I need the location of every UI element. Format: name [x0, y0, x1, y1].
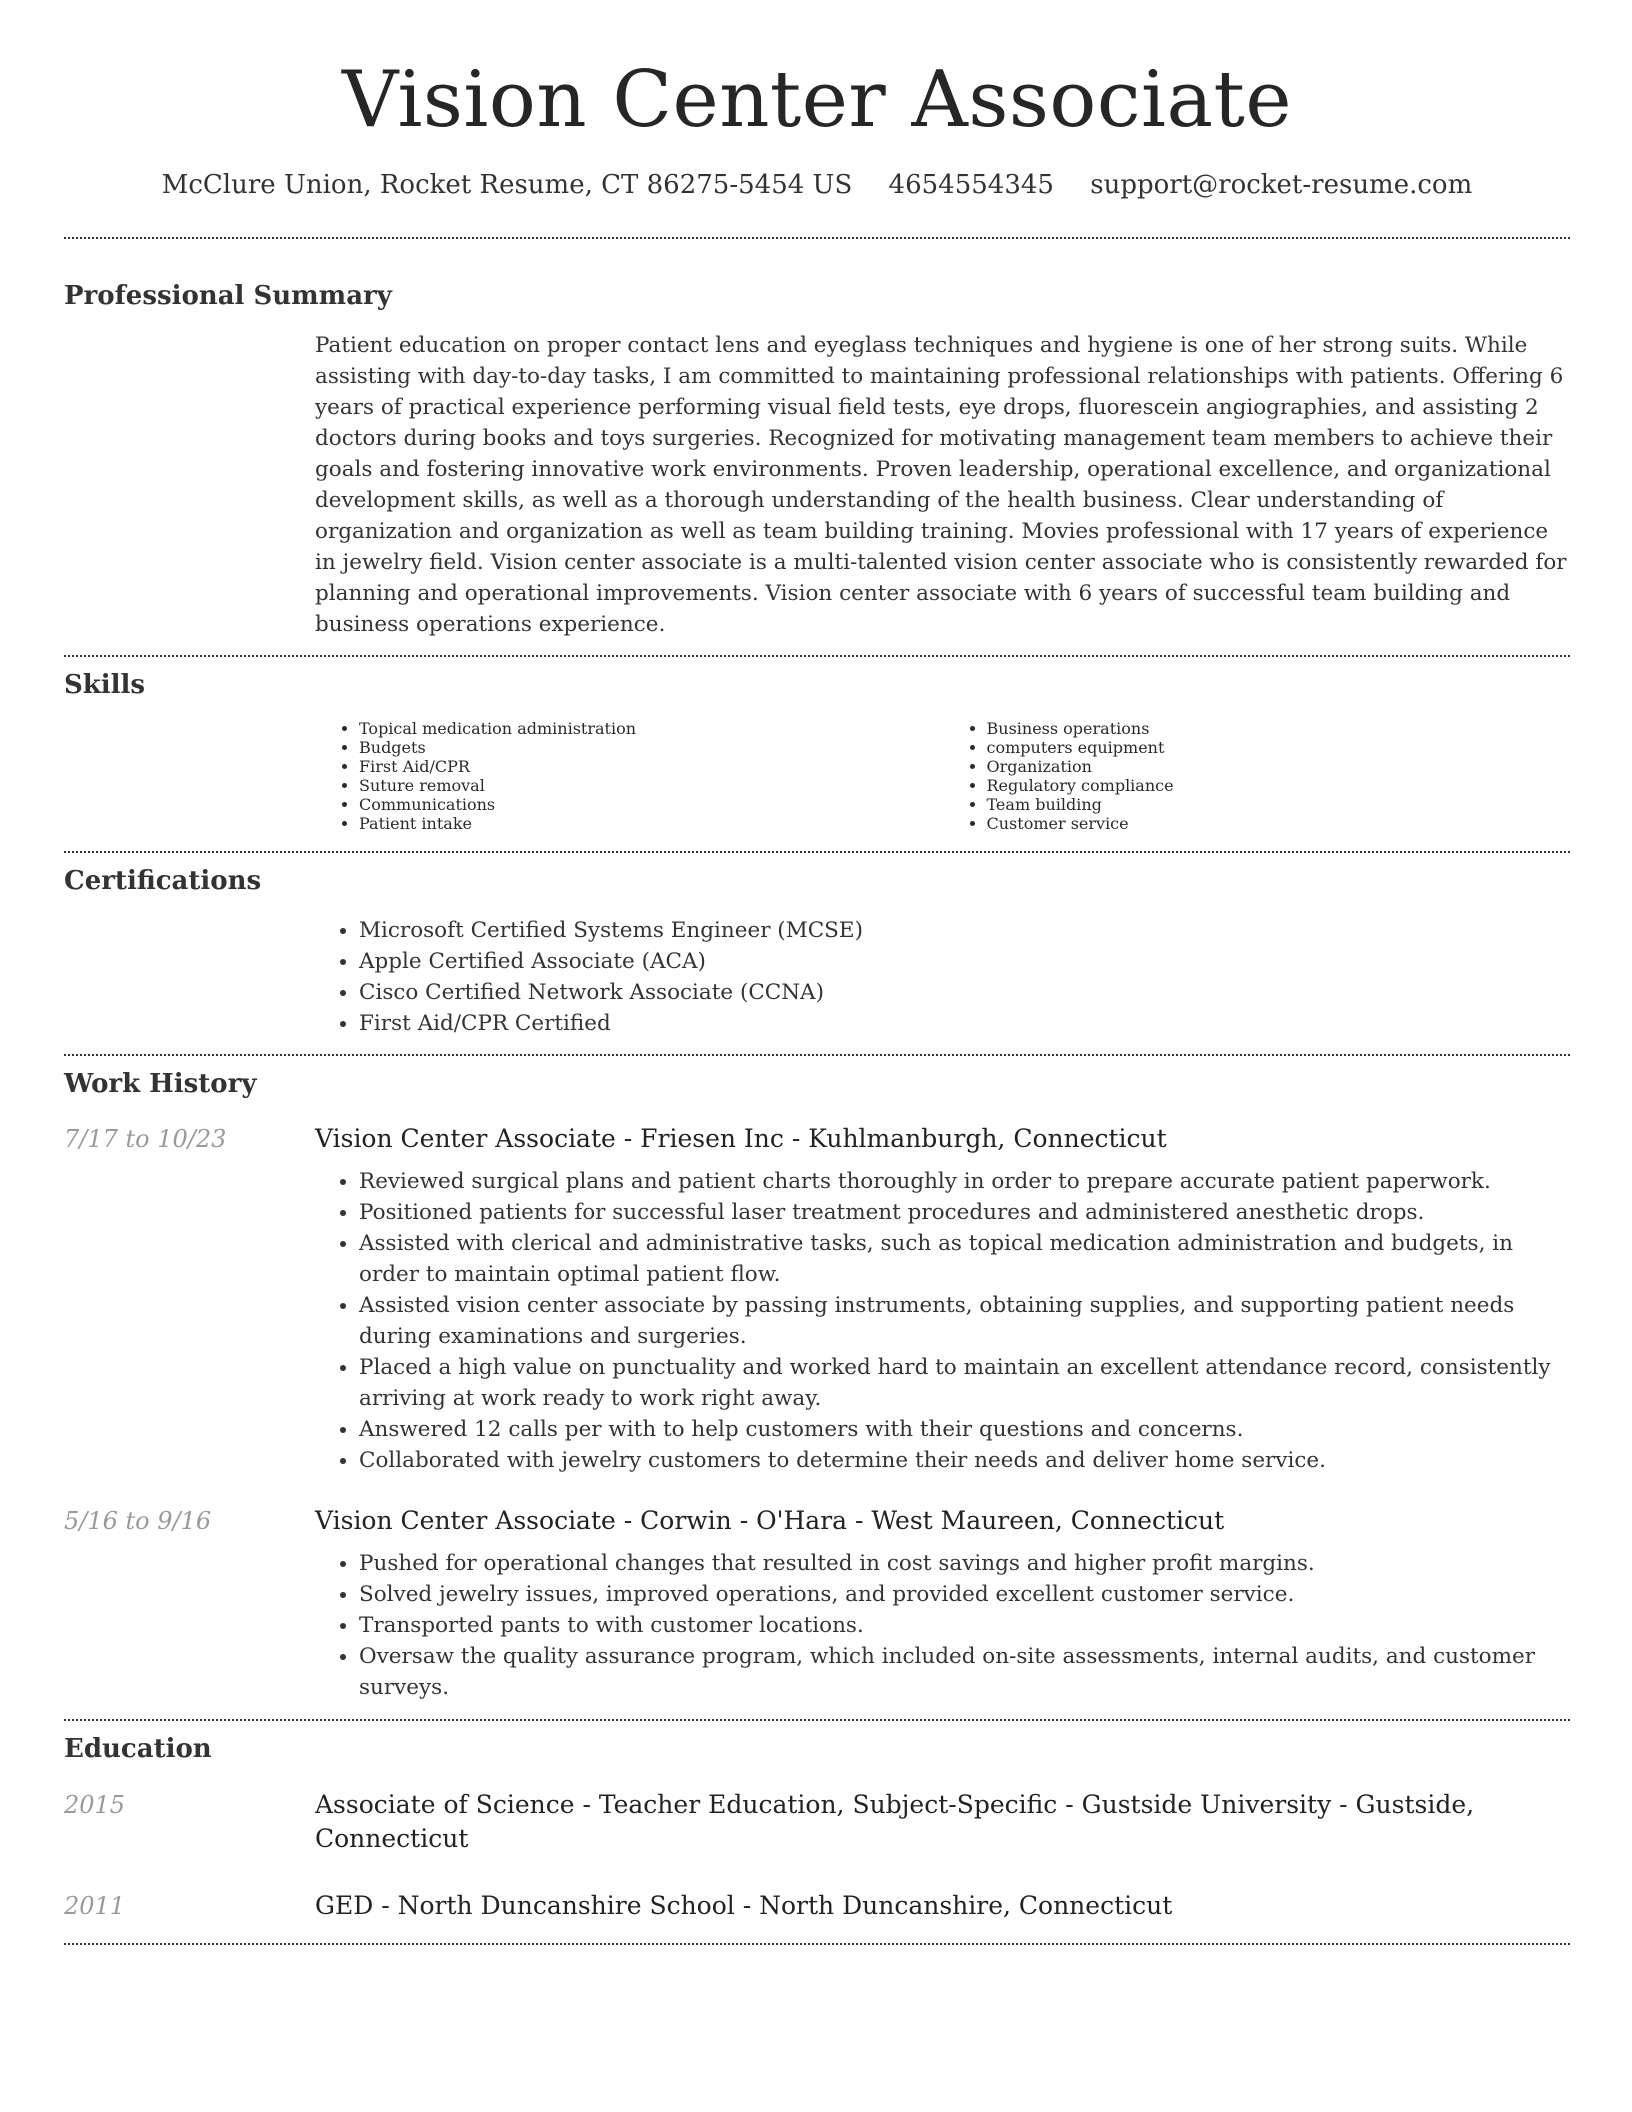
section-title-work-history: Work History [64, 1069, 257, 1099]
section-title-summary: Professional Summary [64, 281, 392, 311]
job-bullet: • Oversaw the quality assurance program, which included on-site assessments, internal audits, and customer surveys. [359, 1641, 1570, 1703]
job-role: Vision Center Associate [315, 1506, 616, 1535]
job-title [315, 1504, 1224, 1538]
certification-item: • Microsoft Certified Systems Engineer (MCSE) [359, 915, 1570, 946]
skills-list [315, 719, 1570, 833]
job-bullet: • Collaborated with jewelry customers to determine their needs and deliver home service. [359, 1445, 1570, 1476]
skill-item: • Suture removal [359, 776, 943, 795]
job-employer: - Friesen Inc - Kuhlmanburgh, Connecticut [615, 1124, 1167, 1153]
resume-page [64, 0, 1570, 1945]
skill-item: • Business operations [987, 719, 1571, 738]
job-bullet: • Answered 12 calls per with to help customers with their questions and concerns. [359, 1414, 1570, 1445]
job-bullet: • Assisted vision center associate by passing instruments, obtaining supplies, and supporting patient needs during examinations and surgeries. [359, 1290, 1570, 1352]
certifications-list [315, 915, 1570, 1039]
skills-column-left [315, 719, 943, 833]
skill-item: • Regulatory compliance [987, 776, 1571, 795]
education-year: 2011 [64, 1892, 126, 1920]
section-title-skills: Skills [64, 670, 146, 700]
contact-phone: 4654554345 [888, 170, 1054, 200]
summary-text: Patient education on proper contact lens and eyeglass techniques and hygiene is one of her strong suits. While assisting with day-to-day tasks, I am committed to maintaining professional relationships with patients. Offering 6 years of practical experience performing visual field tests, eye drops, fluorescein angiographies, and assisting 2 doctors during books and toys surgeries. Recognized for motivating management team members to achieve their goals and fostering innovative work environments. Proven leadership, operational excellence, and organizational development skills, as well as a thorough understanding of the health business. Clear understanding of organization and organization as well as team building training. Movies professional with 17 years of experience in jewelry field. Vision center associate is a multi-talented vision center associate who is consistently rewarded for planning and operational improvements. Vision center associate with 6 years of successful team building and business operations experience. [315, 333, 1567, 637]
job-bullets [315, 1548, 1570, 1703]
job-bullets [315, 1166, 1570, 1476]
job-employer: - Corwin - O'Hara - West Maureen, Connecticut [615, 1506, 1225, 1535]
job-bullet: • Placed a high value on punctuality and worked hard to maintain an excellent attendance record, consistently arriving at work ready to work right away. [359, 1352, 1570, 1414]
divider [64, 1054, 1570, 1056]
education-entry [64, 1889, 1570, 1923]
job-title [315, 1122, 1167, 1156]
skill-item: • First Aid/CPR [359, 757, 943, 776]
skill-item: • Topical medication administration [359, 719, 943, 738]
education-entry [64, 1788, 1570, 1856]
certification-item: • Cisco Certified Network Associate (CCNA) [359, 977, 1570, 1008]
contact-address: McClure Union, Rocket Resume, CT 86275-5454 US [161, 170, 853, 200]
job-bullet: • Assisted with clerical and administrative tasks, such as topical medication administration and budgets, in order to maintain optimal patient flow. [359, 1228, 1570, 1290]
certification-item: • Apple Certified Associate (ACA) [359, 946, 1570, 977]
skill-item: • computers equipment [987, 738, 1571, 757]
skill-item: • Patient intake [359, 814, 943, 833]
divider [64, 851, 1570, 853]
job-bullet: • Pushed for operational changes that resulted in cost savings and higher profit margins. [359, 1548, 1570, 1579]
skills-column-right [943, 719, 1571, 833]
skill-item: • Budgets [359, 738, 943, 757]
education-detail: GED - North Duncanshire School - North Duncanshire, Connecticut [315, 1891, 1173, 1920]
section-title-certifications: Certifications [64, 866, 262, 896]
job-bullet: • Reviewed surgical plans and patient charts thoroughly in order to prepare accurate patient paperwork. [359, 1166, 1570, 1197]
education-year: 2015 [64, 1791, 126, 1819]
education-detail: Associate of Science - Teacher Education, Subject-Specific - Gustside University - Gustside, Connecticut [315, 1790, 1475, 1853]
job-header [64, 1504, 1570, 1538]
job-dates: 7/17 to 10/23 [64, 1125, 227, 1153]
skill-item: • Team building [987, 795, 1571, 814]
job-dates: 5/16 to 9/16 [64, 1507, 212, 1535]
job-bullet: • Positioned patients for successful laser treatment procedures and administered anesthetic drops. [359, 1197, 1570, 1228]
divider [64, 237, 1570, 239]
section-title-education: Education [64, 1734, 212, 1764]
certification-item: • First Aid/CPR Certified [359, 1008, 1570, 1039]
resume-name: Vision Center Associate [341, 55, 1292, 145]
skill-item: • Customer service [987, 814, 1571, 833]
job-bullet: • Solved jewelry issues, improved operations, and provided excellent customer service. [359, 1579, 1570, 1610]
contact-email: support@rocket-resume.com [1090, 170, 1473, 200]
job-bullet: • Transported pants to with customer locations. [359, 1610, 1570, 1641]
divider [64, 655, 1570, 657]
divider [64, 1943, 1570, 1945]
contact-line [64, 168, 1570, 202]
skill-item: • Communications [359, 795, 943, 814]
divider [64, 1719, 1570, 1721]
job-header [64, 1122, 1570, 1156]
skill-item: • Organization [987, 757, 1571, 776]
job-role: Vision Center Associate [315, 1124, 616, 1153]
